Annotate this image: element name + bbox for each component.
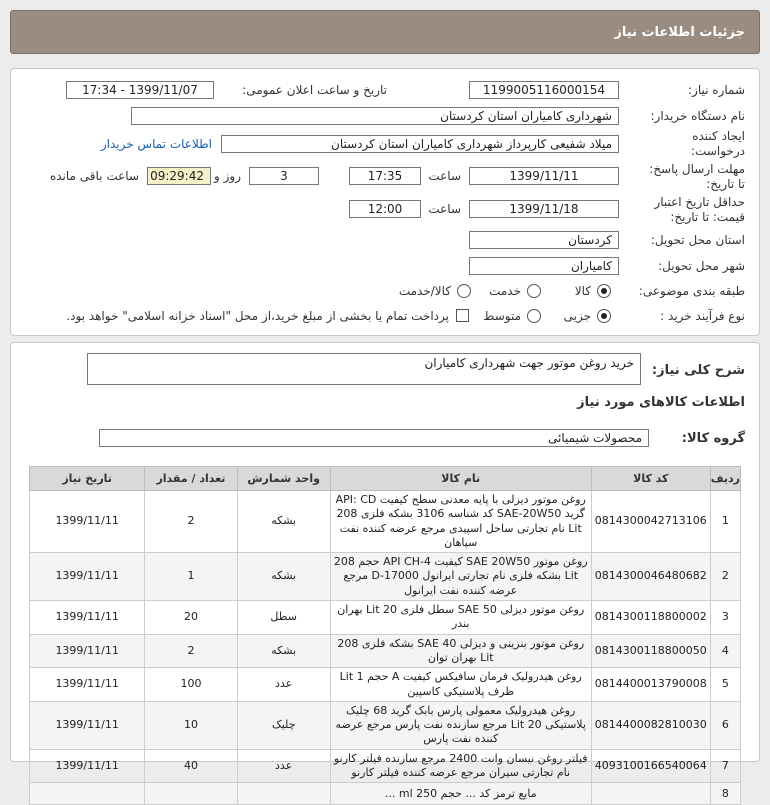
col-item-code: کد کالا xyxy=(591,467,710,491)
process-minor-label: جزیی xyxy=(563,309,591,323)
announce-datetime-label: تاریخ و ساعت اعلان عمومی: xyxy=(242,83,387,97)
announce-datetime-field: 1399/11/07 - 17:34 xyxy=(66,81,214,99)
cell-row-number: 2 xyxy=(710,553,740,601)
goods-group-field: محصولات شیمیائی xyxy=(99,429,649,447)
buyer-contact-link[interactable]: اطلاعات تماس خریدار xyxy=(100,137,212,151)
category-label: طبقه بندی موضوعی: xyxy=(638,284,745,298)
cell-item-name: روغن موتور بنزینی و دیزلی SAE 40 بشکه فلزی 208 Lit بهران توان xyxy=(330,634,591,668)
goods-group-label: گروه کالا: xyxy=(681,431,745,446)
reply-days-field: 3 xyxy=(249,167,319,185)
table-row xyxy=(30,668,741,702)
need-details-panel xyxy=(10,68,760,336)
goods-table-header xyxy=(30,467,741,491)
treasury-payment-note: پرداخت تمام یا بخشی از مبلغ خرید،از محل "اسناد خزانه اسلامی" خواهد بود. xyxy=(66,309,449,323)
cell-item-code: 0814400082810030 xyxy=(591,701,710,749)
cell-unit: چلیک xyxy=(237,701,330,749)
col-quantity: تعداد / مقدار xyxy=(145,467,237,491)
cell-quantity xyxy=(145,783,237,805)
category-goods-radio[interactable] xyxy=(597,284,611,298)
col-need-date: تاریخ نیاز xyxy=(30,467,145,491)
remaining-time-label: ساعت باقی مانده xyxy=(49,169,139,183)
cell-item-code: 4093100166540064 xyxy=(591,749,710,783)
page-title: جزئیات اطلاعات نیاز xyxy=(614,24,745,40)
cell-row-number: 7 xyxy=(710,749,740,783)
table-row xyxy=(30,749,741,783)
col-unit: واحد شمارش xyxy=(237,467,330,491)
category-goods-service-label: کالا/خدمت xyxy=(398,284,451,298)
requester-label-2: درخواست: xyxy=(691,144,745,158)
cell-quantity: 40 xyxy=(145,749,237,783)
cell-row-number: 5 xyxy=(710,668,740,702)
cell-item-code: 0814300118800002 xyxy=(591,601,710,635)
cell-need-date xyxy=(30,783,145,805)
cell-quantity: 20 xyxy=(145,601,237,635)
cell-quantity: 2 xyxy=(145,634,237,668)
process-label: نوع فرآیند خرید : xyxy=(660,309,745,323)
cell-unit: بشکه xyxy=(237,634,330,668)
treasury-payment-checkbox[interactable] xyxy=(456,309,469,322)
reply-time-field: 17:35 xyxy=(349,167,421,185)
cell-row-number: 3 xyxy=(710,601,740,635)
price-validity-label-1: حداقل تاریخ اعتبار xyxy=(654,195,745,209)
city-label: شهر محل تحویل: xyxy=(658,259,745,273)
requester-field: میلاد شفیعی کارپرداز شهرداری کامیاران استان کردستان xyxy=(221,135,619,153)
col-item-name: نام کالا xyxy=(330,467,591,491)
cell-need-date: 1399/11/11 xyxy=(30,601,145,635)
price-validity-time-field: 12:00 xyxy=(349,200,421,218)
buyer-org-label: نام دستگاه خریدار: xyxy=(650,109,745,123)
province-label: استان محل تحویل: xyxy=(650,233,745,247)
cell-row-number: 6 xyxy=(710,701,740,749)
cell-item-name: مایع ترمز کد ... حجم 250 ml ... xyxy=(330,783,591,805)
cell-item-code: 0814300046480682 xyxy=(591,553,710,601)
cell-item-name: روغن موتور SAE 20W50 کیفیت API CH-4 حجم 208 Lit بشکه فلزی نام تجارتی ایرانول D-17000 مرجع عرضه کننده نفت ایرانول xyxy=(330,553,591,601)
need-number-field: 1199005116000154 xyxy=(469,81,619,99)
cell-item-name: روغن هیدرولیک فرمان سافیکس کیفیت A حجم 1 Lit ظرف پلاستیکی کاسپین xyxy=(330,668,591,702)
province-field: کردستان xyxy=(469,231,619,249)
remaining-time-field: 09:29:42 xyxy=(147,167,211,185)
reply-date-field: 1399/11/11 xyxy=(469,167,619,185)
category-service-radio[interactable] xyxy=(527,284,541,298)
category-service-label: خدمت xyxy=(489,284,521,298)
cell-need-date: 1399/11/11 xyxy=(30,553,145,601)
reply-deadline-label-2: تا تاریخ: xyxy=(706,177,745,191)
cell-item-code: 0814300042713106 xyxy=(591,491,710,553)
category-goods-label: کالا xyxy=(574,284,591,298)
cell-unit: عدد xyxy=(237,749,330,783)
cell-item-name: روغن موتور دیزلی SAE 50 سطل فلزی 20 Lit بهران بندر xyxy=(330,601,591,635)
table-row xyxy=(30,601,741,635)
table-row xyxy=(30,491,741,553)
process-medium-radio[interactable] xyxy=(527,309,541,323)
price-validity-date-field: 1399/11/18 xyxy=(469,200,619,218)
cell-quantity: 10 xyxy=(145,701,237,749)
category-goods-service-radio[interactable] xyxy=(457,284,471,298)
cell-unit xyxy=(237,783,330,805)
summary-field: خرید روغن موتور جهت شهرداری کامیاران xyxy=(87,353,641,385)
goods-section-title: اطلاعات کالاهای مورد نیاز xyxy=(577,395,745,410)
price-validity-label-2: قیمت: تا تاریخ: xyxy=(670,210,745,224)
buyer-org-field: شهرداری کامیاران استان کردستان xyxy=(131,107,619,125)
cell-unit: عدد xyxy=(237,668,330,702)
cell-quantity: 1 xyxy=(145,553,237,601)
col-row-number: ردیف xyxy=(710,467,740,491)
summary-label: شرح کلی نیاز: xyxy=(651,363,745,378)
need-number-label: شماره نیاز: xyxy=(688,83,745,97)
process-medium-label: متوسط xyxy=(483,309,521,323)
price-validity-time-label: ساعت xyxy=(428,202,461,216)
cell-item-name: روغن موتور دیزلی با پایه معدنی سطح کیفیت API: CD گرید SAE-20W50 کد شناسه 3106 بشکه فلزی 208 Lit نام تجارتی ساحل اسپیدی مرجع عرضه کننده نفت سپاهان xyxy=(330,491,591,553)
cell-need-date: 1399/11/11 xyxy=(30,491,145,553)
table-row xyxy=(30,701,741,749)
cell-unit: سطل xyxy=(237,601,330,635)
reply-days-label: روز و xyxy=(214,169,241,183)
cell-need-date: 1399/11/11 xyxy=(30,701,145,749)
cell-item-name: روغن هیدرولیک معمولی پارس بابک گرید 68 چلیک پلاستیکی 20 Lit مرجع سازنده نفت پارس مرجع عرضه کننده نفت پارس xyxy=(330,701,591,749)
reply-deadline-label-1: مهلت ارسال پاسخ: xyxy=(649,162,745,176)
cell-unit: بشکه xyxy=(237,491,330,553)
cell-item-code xyxy=(591,783,710,805)
table-row xyxy=(30,553,741,601)
cell-item-name: فیلتر روغن نیسان وانت 2400 مرجع سازنده فیلتر کارنو نام تجارتی سیران مرجع عرضه کننده فیلتر کارنو xyxy=(330,749,591,783)
cell-row-number: 1 xyxy=(710,491,740,553)
cell-item-code: 0814400013790008 xyxy=(591,668,710,702)
requester-label-1: ایجاد کننده xyxy=(692,129,745,143)
cell-row-number: 4 xyxy=(710,634,740,668)
table-row xyxy=(30,634,741,668)
city-field: کامیاران xyxy=(469,257,619,275)
page-header xyxy=(10,10,760,54)
reply-time-label: ساعت xyxy=(428,169,461,183)
goods-table xyxy=(29,466,741,805)
cell-need-date: 1399/11/11 xyxy=(30,634,145,668)
process-minor-radio[interactable] xyxy=(597,309,611,323)
cell-need-date: 1399/11/11 xyxy=(30,668,145,702)
table-row xyxy=(30,783,741,805)
cell-row-number: 8 xyxy=(710,783,740,805)
cell-quantity: 100 xyxy=(145,668,237,702)
cell-quantity: 2 xyxy=(145,491,237,553)
cell-item-code: 0814300118800050 xyxy=(591,634,710,668)
cell-unit: بشکه xyxy=(237,553,330,601)
goods-panel xyxy=(10,342,760,800)
cell-need-date: 1399/11/11 xyxy=(30,749,145,783)
